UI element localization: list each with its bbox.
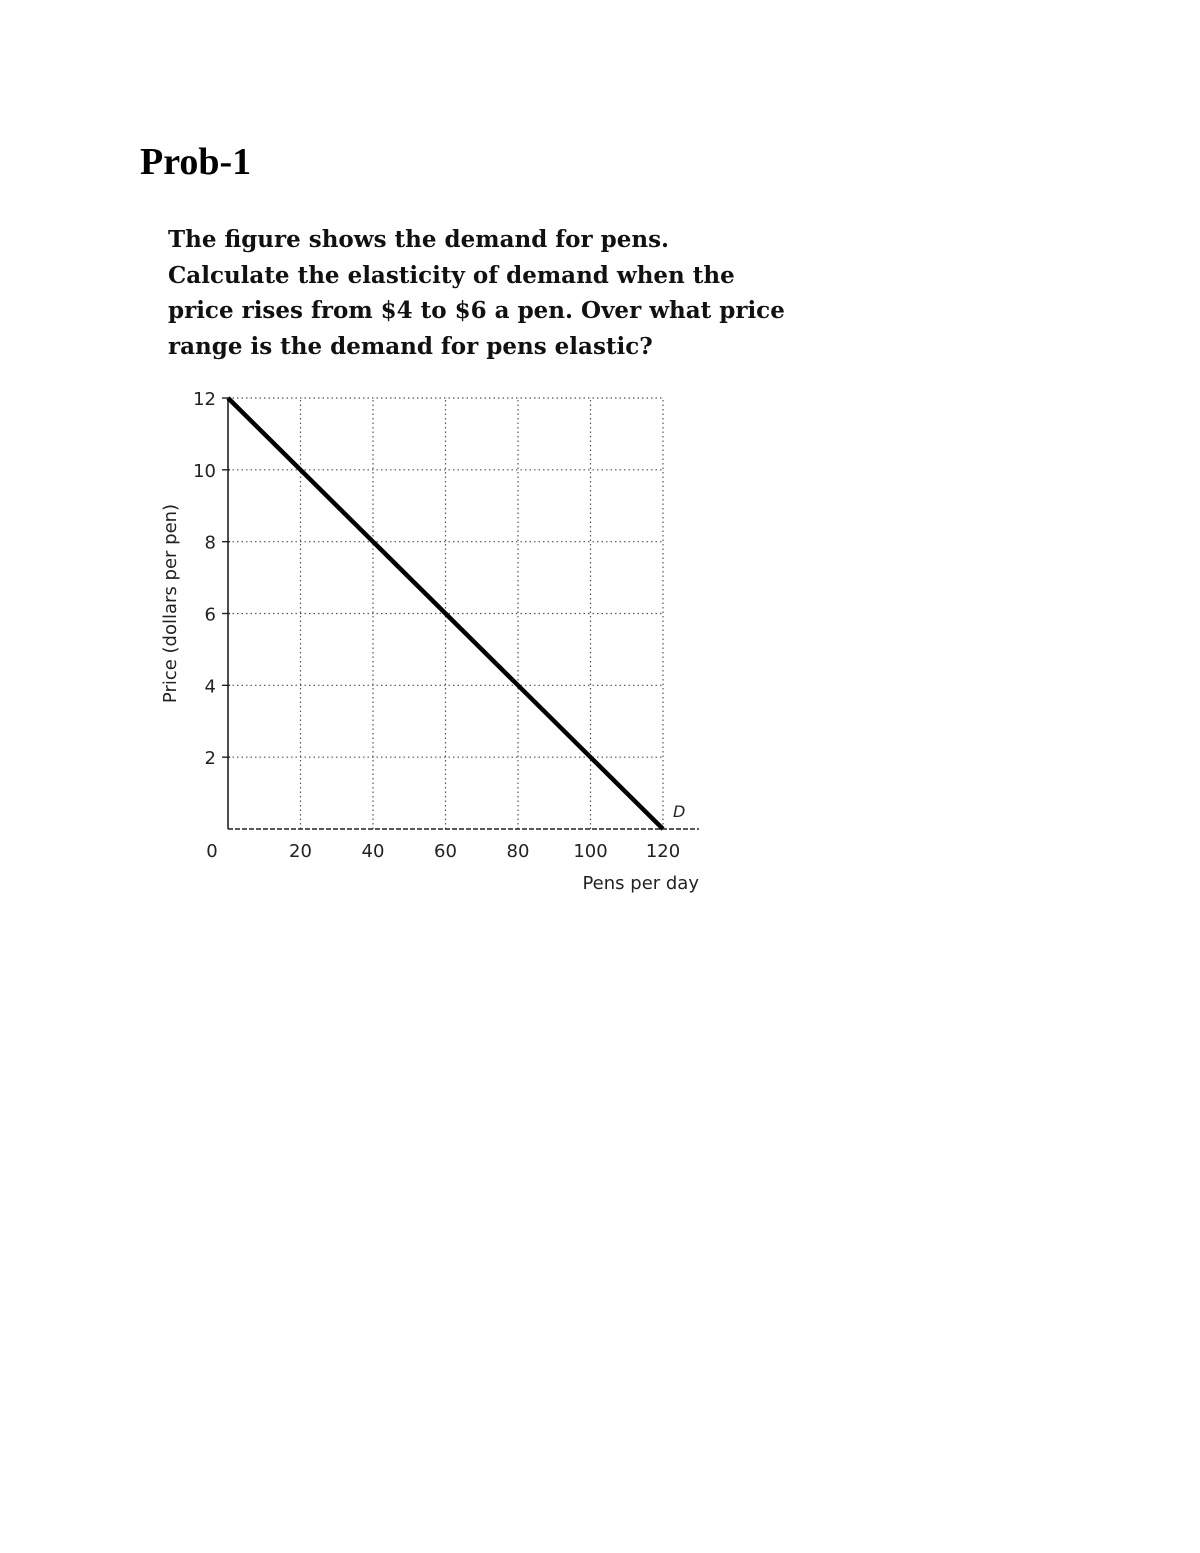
page-title: Prob-1 — [140, 141, 252, 183]
x-tick-label-80: 80 — [506, 841, 530, 862]
y-tick-label-4: 4 — [204, 676, 216, 698]
demand-chart-svg — [140, 375, 740, 915]
x-tick-label-40: 40 — [361, 841, 385, 862]
y-tick-label-6: 6 — [204, 604, 216, 626]
x-tick-label-20: 20 — [289, 841, 312, 862]
x-tick-label-120: 120 — [645, 841, 681, 862]
demand-chart — [140, 375, 740, 915]
y-tick-label-10: 10 — [193, 460, 216, 482]
x-tick-label-100: 100 — [573, 841, 608, 862]
demand-curve-label: D — [673, 802, 686, 821]
y-tick-label-8: 8 — [204, 532, 216, 554]
tick-labels — [193, 389, 680, 862]
problem-text: The figure shows the demand for pens. Calculate the elasticity of demand when the price rises from $4 to $6 a pen. Over what price range is the demand for pens elastic? — [168, 226, 785, 360]
y-tick-label-12: 12 — [193, 389, 216, 410]
x-tick-label-60: 60 — [434, 841, 457, 862]
x-axis-title: Pens per day — [582, 873, 699, 894]
x-tick-label-0: 0 — [206, 841, 218, 862]
y-axis-title: Price (dollars per pen) — [160, 503, 181, 704]
y-tick-label-2: 2 — [204, 748, 216, 770]
